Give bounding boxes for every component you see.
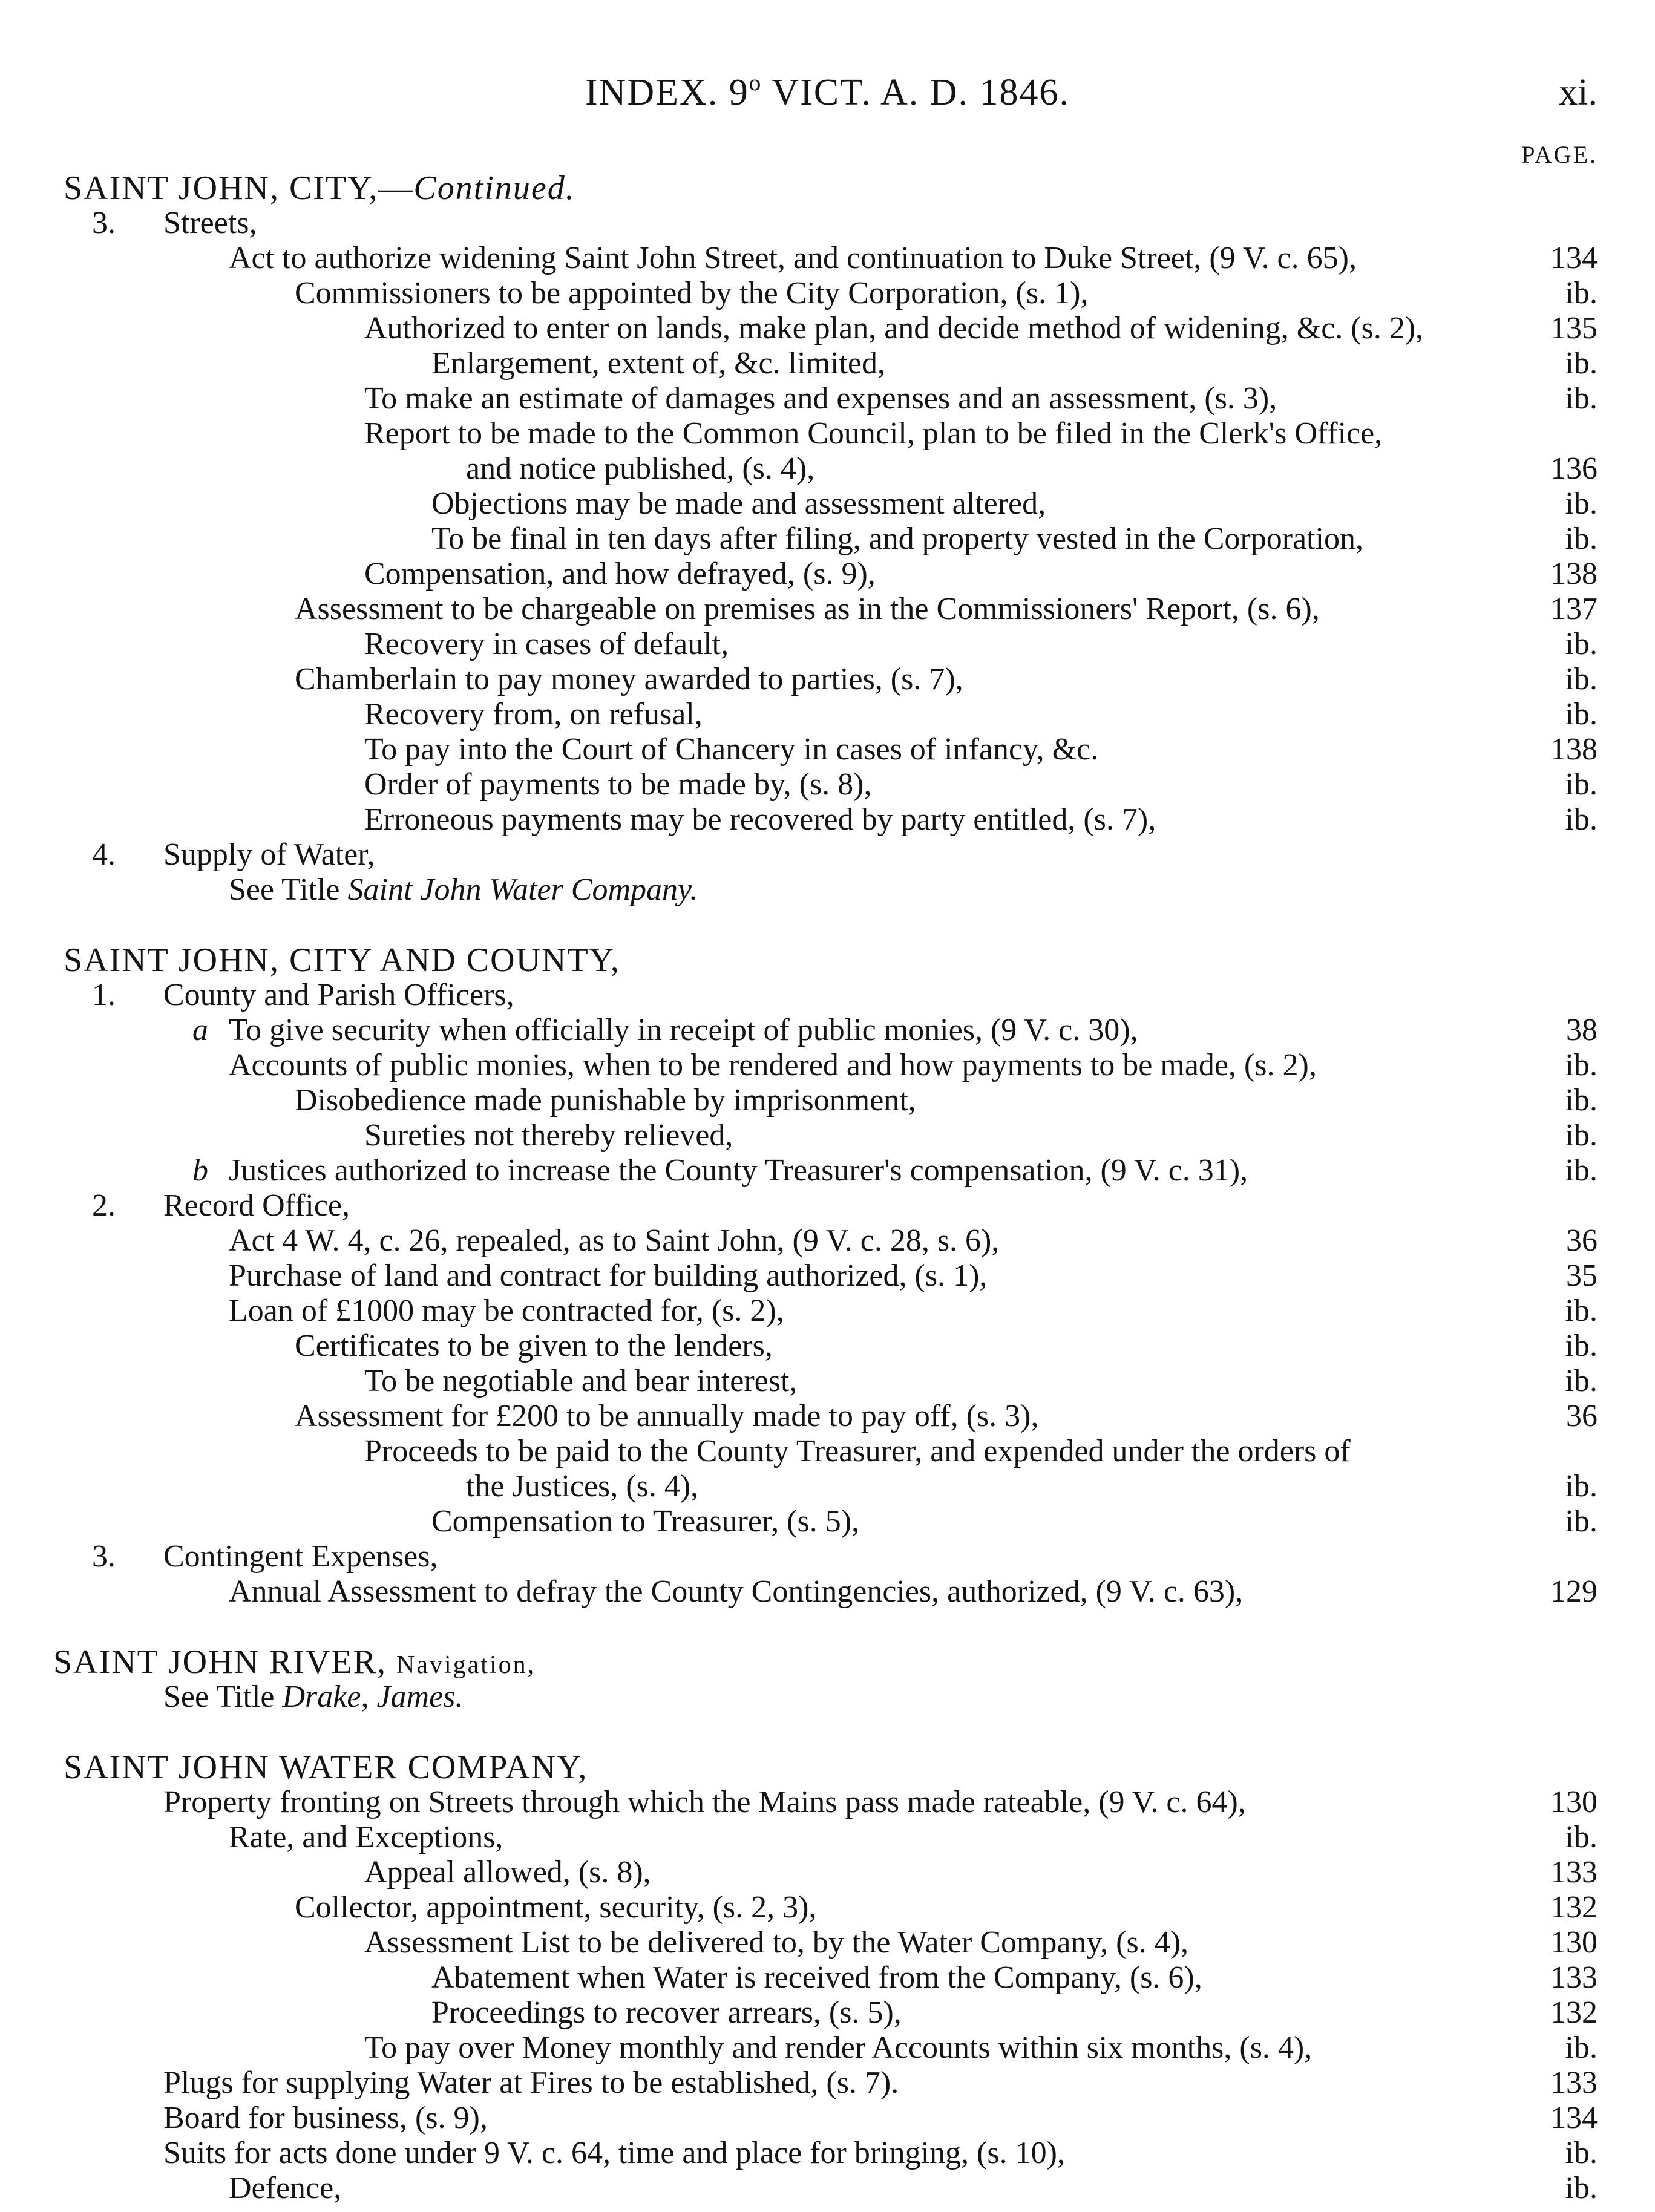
entry-text: Chamberlain to pay money awarded to parties, (s. 7), [295, 662, 963, 696]
entry-text: Sureties not thereby relieved, [364, 1118, 733, 1153]
entry-text: Proceeds to be paid to the County Treasurer, and expended under the orders of [364, 1434, 1351, 1468]
running-header [0, 71, 1655, 126]
page-ref: ib. [1565, 346, 1598, 381]
page-ref: ib. [1565, 276, 1598, 310]
page-ref: ib. [1565, 1820, 1598, 1854]
index-entry [0, 2136, 1655, 2171]
index-entry [0, 1504, 1655, 1539]
index-entry [0, 1925, 1655, 1960]
page-ref: 132 [1550, 1995, 1598, 2030]
index-entry [0, 1153, 1655, 1188]
index-entry [0, 1855, 1655, 1890]
entry-text: Compensation to Treasurer, (s. 5), [431, 1504, 860, 1539]
page-ref: ib. [1565, 1504, 1598, 1539]
index-entry [0, 346, 1655, 381]
index-entry [0, 522, 1655, 557]
index-entry [0, 837, 1655, 872]
index-entry [0, 1048, 1655, 1083]
spacer [0, 1609, 1655, 1644]
page-ref: 138 [1550, 732, 1598, 767]
entry-number: 1. [92, 978, 116, 1012]
page-ref: ib. [1565, 627, 1598, 661]
page-ref: ib. [1565, 1364, 1598, 1398]
index-entry [0, 2101, 1655, 2136]
entry-text: the Justices, (s. 4), [466, 1469, 699, 1504]
page-ref: ib. [1565, 522, 1598, 556]
page-ref: ib. [1565, 662, 1598, 696]
entry-number: 3. [92, 206, 116, 240]
index-entry [0, 1995, 1655, 2030]
page-ref: 36 [1566, 1399, 1598, 1433]
page-ref: 134 [1550, 241, 1598, 275]
page-ref: ib. [1565, 381, 1598, 416]
index-entry [0, 1188, 1655, 1223]
entry-text: To give security when officially in receipt of public monies, (9 V. c. 30), [229, 1013, 1138, 1047]
heading-smallcaps-text: Navigation, [396, 1651, 536, 1679]
index-entry [0, 1680, 1655, 1715]
entry-text: Assessment for £200 to be annually made to pay off, (s. 3), [295, 1399, 1039, 1433]
index-entry [0, 592, 1655, 627]
section-heading [0, 1750, 1655, 1785]
page-ref: ib. [1565, 1329, 1598, 1363]
entry-letter: b [192, 1153, 208, 1188]
page-ref: 130 [1550, 1925, 1598, 1960]
page-ref: 36 [1566, 1223, 1598, 1258]
index-entry [0, 1294, 1655, 1329]
entry-text: Abatement when Water is received from the Company, (s. 6), [431, 1960, 1202, 1995]
entry-text: Appeal allowed, (s. 8), [364, 1855, 651, 1890]
index-entry [0, 1258, 1655, 1294]
index-entry [0, 241, 1655, 276]
page-ref: ib. [1565, 1048, 1598, 1082]
entry-text: Report to be made to the Common Council, plan to be filed in the Clerk's Office, [364, 416, 1383, 451]
entry-text: Assessment List to be delivered to, by the Water Company, (s. 4), [364, 1925, 1189, 1960]
page-ref: 138 [1550, 557, 1598, 591]
index-entry [0, 1364, 1655, 1399]
page-ref: 38 [1566, 1013, 1598, 1047]
entry-text: Order of payments to be made by, (s. 8), [364, 767, 872, 802]
page-ref: 133 [1550, 1960, 1598, 1995]
index-entries [0, 171, 1655, 2206]
index-entry [0, 451, 1655, 486]
entry-text: Enlargement, extent of, &c. limited, [431, 346, 885, 381]
section-heading [0, 171, 1655, 206]
spacer [0, 1715, 1655, 1750]
index-entry [0, 1785, 1655, 1820]
spacer [0, 908, 1655, 943]
page-ref: ib. [1565, 1153, 1598, 1188]
index-entry [0, 1960, 1655, 1995]
index-entry [0, 697, 1655, 732]
page-ref: ib. [1565, 2136, 1598, 2170]
page-ref: 133 [1550, 1855, 1598, 1890]
page-ref: 129 [1550, 1574, 1598, 1609]
page-ref: 130 [1550, 1785, 1598, 1819]
page-ref: 134 [1550, 2101, 1598, 2135]
entry-text: To make an estimate of damages and expenses and an assessment, (s. 3), [364, 381, 1277, 416]
page-ref: ib. [1565, 2030, 1598, 2065]
page-ref: 137 [1550, 592, 1598, 626]
index-entry [0, 1539, 1655, 1574]
page-title: INDEX. 9º VICT. A. D. 1846. [585, 72, 1070, 113]
entry-number: 4. [92, 837, 116, 872]
entry-text: Record Office, [163, 1188, 350, 1223]
page-ref: ib. [1565, 1083, 1598, 1117]
entry-text: Property fronting on Streets through which the Mains pass made rateable, (9 V. c. 64), [163, 1785, 1246, 1819]
heading-text: SAINT JOHN, CITY AND COUNTY, [64, 941, 620, 979]
entry-text: Objections may be made and assessment altered, [431, 486, 1046, 521]
page-ref: ib. [1565, 802, 1598, 837]
index-entry [0, 2171, 1655, 2206]
index-entry [0, 1469, 1655, 1504]
entry-text: Defence, [229, 2171, 342, 2205]
entry-text: Streets, [163, 206, 257, 240]
index-entry [0, 1399, 1655, 1434]
entry-text: Purchase of land and contract for building authorized, (s. 1), [229, 1258, 988, 1293]
entry-text: See Title [229, 872, 348, 907]
entry-text: Authorized to enter on lands, make plan, and decide method of widening, &c. (s. 2), [364, 311, 1424, 345]
index-entry [0, 1820, 1655, 1855]
entry-text: Suits for acts done under 9 V. c. 64, time and place for bringing, (s. 10), [163, 2136, 1065, 2170]
entry-text: Rate, and Exceptions, [229, 1820, 503, 1854]
heading-italic-text: Continued. [413, 169, 575, 207]
index-entry [0, 1434, 1655, 1469]
entry-number: 3. [92, 1539, 116, 1574]
entry-text: and notice published, (s. 4), [466, 451, 815, 486]
section-heading [0, 1644, 1655, 1680]
page-ref: ib. [1565, 1118, 1598, 1153]
index-entry [0, 381, 1655, 416]
entry-text: Recovery from, on refusal, [364, 697, 703, 731]
entry-letter: a [192, 1013, 208, 1047]
index-entry [0, 2030, 1655, 2066]
page-ref: ib. [1565, 2171, 1598, 2205]
cross-reference: Saint John Water Company. [347, 872, 698, 907]
page-ref: ib. [1565, 486, 1598, 521]
entry-text: Certificates to be given to the lenders, [295, 1329, 773, 1363]
entry-text: To be negotiable and bear interest, [364, 1364, 798, 1398]
page-ref: 136 [1550, 451, 1598, 486]
entry-text: To pay into the Court of Chancery in cases of infancy, &c. [364, 732, 1099, 767]
index-entry [0, 2066, 1655, 2101]
entry-text: Collector, appointment, security, (s. 2, 3), [295, 1890, 817, 1925]
folio-number: xi. [1559, 72, 1598, 113]
page-ref: ib. [1565, 767, 1598, 802]
index-entry [0, 1223, 1655, 1258]
index-entry [0, 662, 1655, 697]
entry-text: To be final in ten days after filing, and property vested in the Corporation, [431, 522, 1364, 556]
entry-number: 2. [92, 1188, 116, 1223]
page-ref: 132 [1550, 1890, 1598, 1925]
index-entry [0, 627, 1655, 662]
page-column-label: PAGE. [1521, 141, 1598, 168]
index-entry [0, 978, 1655, 1013]
page-ref: ib. [1565, 1294, 1598, 1328]
index-entry [0, 872, 1655, 908]
entry-text: Erroneous payments may be recovered by party entitled, (s. 7), [364, 802, 1156, 837]
entry-text: Annual Assessment to defray the County Contingencies, authorized, (9 V. c. 63), [229, 1574, 1244, 1609]
index-entry [0, 1083, 1655, 1118]
entry-text: Commissioners to be appointed by the City Corporation, (s. 1), [295, 276, 1089, 310]
entry-text: Loan of £1000 may be contracted for, (s. 2), [229, 1294, 784, 1328]
entry-text: Accounts of public monies, when to be rendered and how payments to be made, (s. 2), [229, 1048, 1317, 1082]
index-entry [0, 1118, 1655, 1153]
index-entry [0, 1013, 1655, 1048]
index-entry [0, 276, 1655, 311]
index-entry [0, 557, 1655, 592]
entry-text: Proceedings to recover arrears, (s. 5), [431, 1995, 902, 2030]
entry-text: Justices authorized to increase the County Treasurer's compensation, (9 V. c. 31), [229, 1153, 1248, 1188]
heading-text: SAINT JOHN, CITY,— [64, 169, 414, 207]
index-entry [0, 1890, 1655, 1925]
entry-text: Recovery in cases of default, [364, 627, 729, 661]
heading-text: SAINT JOHN RIVER, [53, 1643, 396, 1681]
section-heading [0, 943, 1655, 978]
page-ref: ib. [1565, 1469, 1598, 1504]
entry-text: Contingent Expenses, [163, 1539, 438, 1574]
entry-text: To pay over Money monthly and render Accounts within six months, (s. 4), [364, 2030, 1313, 2065]
index-entry [0, 416, 1655, 451]
index-entry [0, 802, 1655, 837]
index-entry [0, 486, 1655, 522]
entry-text: Act 4 W. 4, c. 26, repealed, as to Saint John, (9 V. c. 28, s. 6), [229, 1223, 1000, 1258]
entry-text: Act to authorize widening Saint John Street, and continuation to Duke Street, (9 V. c. 65), [229, 241, 1357, 275]
index-entry [0, 311, 1655, 346]
entry-text: Supply of Water, [163, 837, 375, 872]
cross-reference: Drake, James. [282, 1680, 464, 1714]
entry-text: See Title [163, 1680, 283, 1714]
page-ref: 35 [1566, 1258, 1598, 1293]
page-ref: 133 [1550, 2066, 1598, 2100]
entry-text: Assessment to be chargeable on premises as in the Commissioners' Report, (s. 6), [295, 592, 1320, 626]
index-entry [0, 767, 1655, 802]
heading-text: SAINT JOHN WATER COMPANY, [64, 1749, 588, 1786]
entry-text: Disobedience made punishable by imprisonment, [295, 1083, 916, 1117]
page-ref: 135 [1550, 311, 1598, 345]
entry-text: Plugs for supplying Water at Fires to be established, (s. 7). [163, 2066, 899, 2100]
entry-text: County and Parish Officers, [163, 978, 514, 1012]
index-entry [0, 1329, 1655, 1364]
entry-text: Board for business, (s. 9), [163, 2101, 488, 2135]
entry-text: Compensation, and how defrayed, (s. 9), [364, 557, 876, 591]
index-entry [0, 732, 1655, 767]
index-entry [0, 206, 1655, 241]
index-entry [0, 1574, 1655, 1609]
page-ref: ib. [1565, 697, 1598, 731]
